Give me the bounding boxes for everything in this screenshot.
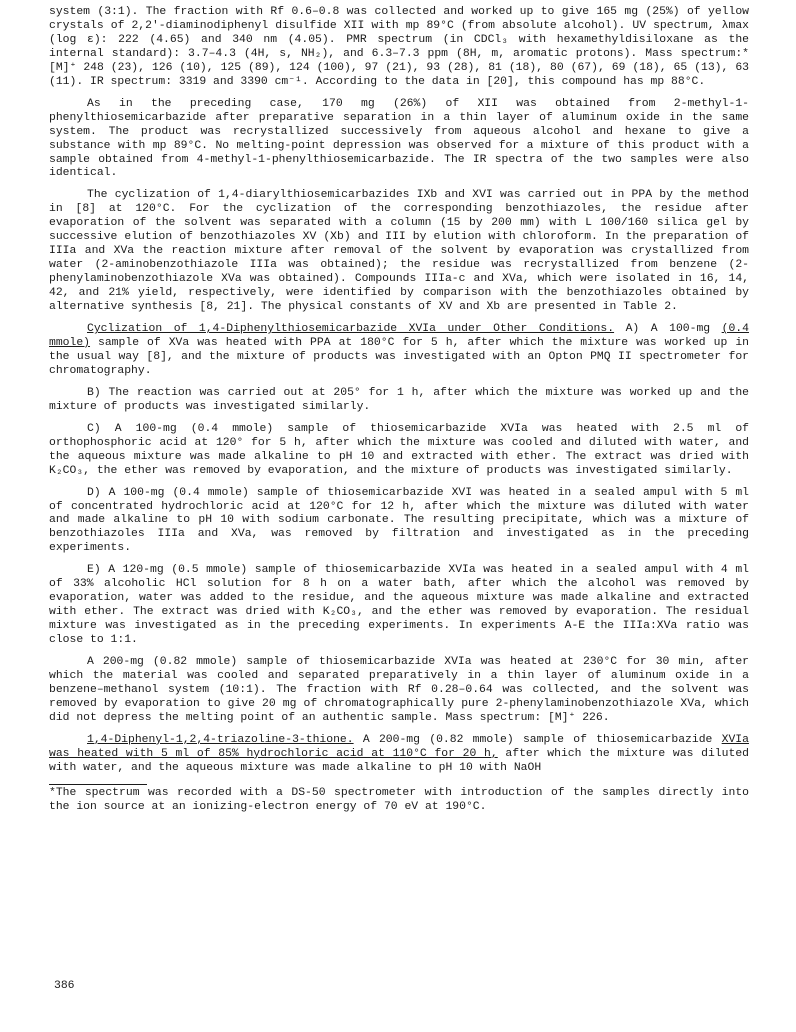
section-heading-triazoline: 1,4-Diphenyl-1,2,4-triazoline-3-thione.: [87, 733, 354, 746]
paragraph-experiment-a: [49, 323, 749, 379]
triazoline-struck-text: XVIa was heated with 5 ml of 85% hydrochloric acid at 110°C for 20 h,: [49, 733, 749, 760]
experiment-a-text: sample of XVa was heated with PPA at 180°C for 5 h, after which the mixture was worked up in the usual way [8], and the mixture of products was investigated with an Opton PMQ II spectrometer for chromatography.: [49, 336, 749, 377]
triazoline-text: after which the mixture was diluted with water, and the aqueous mixture was made alkaline to pH 10 with NaOH: [49, 747, 749, 774]
section-heading-cyclization: Cyclization of 1,4-Diphenylthiosemicarbazide XVIa under Other Conditions.: [87, 323, 615, 336]
paragraph-heating-230: A 200-mg (0.82 mmole) sample of thiosemicarbazide XVIa was heated at 230°C for 30 min, after which the material was cooled and separated preparatively in a thin layer of aluminum oxide in a benzene–methanol system (10:1). The fraction with Rf 0.28–0.64 was collected, and the solvent was removed by evaporation to give 20 mg of chromatographically pure 2-phenylaminobenzothiazole XVa, which did not depress the melting point of an authentic sample. Mass spectrum: [M]⁺ 226.: [49, 656, 749, 724]
triazoline-intro: A 200-mg (0.82 mmole) sample of thiosemicarbazide: [362, 733, 713, 746]
experiment-a-intro: A) A 100-mg: [625, 323, 711, 336]
paragraph-triazoline-thione: [49, 734, 749, 776]
paragraph-experiment-d: D) A 100-mg (0.4 mmole) sample of thiosemicarbazide XVI was heated in a sealed ampul with 5 ml of concentrated hydrochloric acid at 120°C for 12 h, after which the mixture was diluted with water and made alkaline to pH 10 with sodium carbonate. The resulting precipitate, which was a mixture of benzothiazoles IIIa and XVa, was removed by filtration and investigated as in the preceding experiments.: [49, 486, 749, 555]
paragraph-methyl-phenylthiosemicarbazide: As in the preceding case, 170 mg (26%) of XII was obtained from 2-methyl-1-phenylthiosemicarbazide after preparative separation in a thin layer of aluminum oxide in the same system. The product was recrystallized successively from aqueous alcohol and hexane to give a substance with mp 89°C. No melting-point depression was observed for a mixture of this product with a sample obtained from 4-methyl-1-phenylthiosemicarbazide. The IR spectra of the two samples were also identical.: [49, 97, 749, 180]
paragraph-disulfide-xii: system (3:1). The fraction with Rf 0.6–0.8 was collected and worked up to give 165 mg (25%) of yellow crystals of 2,2'-diaminodiphenyl disulfide XII with mp 89°C (from absolute alcohol). UV spectrum, λmax (log ε): 222 (4.65) and 340 nm (4.05). PMR spectrum (in CDCl₃ with hexamethyldisiloxane as the internal standard): 3.7–4.3 (4H, s, NH₂), and 6.3–7.3 ppm (8H, m, aromatic protons). Mass spectrum:* [M]⁺ 248 (23), 126 (10), 125 (89), 124 (100), 97 (21), 93 (28), 81 (18), 80 (67), 69 (18), 65 (13), 63 (11). IR spectrum: 3319 and 3390 cm⁻¹. According to the data in [20], this compound has mp 88°C.: [49, 6, 749, 88]
paragraph-experiment-e: E) A 120-mg (0.5 mmole) sample of thiosemicarbazide XVIa was heated in a sealed ampul with 4 ml of 33% alcoholic HCl solution for 8 h on a water bath, after which the alcohol was removed by evaporation, water was added to the residue, and the aqueous mixture was made alkaline and extracted with ether. The extract was dried with K₂CO₃, and the ether was removed by evaporation. The residual mixture was investigated as in the preceding experiments. In experiments A-E the IIIa:XVa ratio was close to 1:1.: [49, 564, 749, 647]
paragraph-experiment-c: C) A 100-mg (0.4 mmole) sample of thiosemicarbazide XVIa was heated with 2.5 ml of orthophosphoric acid at 120° for 5 h, after which the mixture was cooled and diluted with water, and the aqueous mixture was made alkaline to pH 10 and extracted with ether. The extract was dried with K₂CO₃, the ether was removed by evaporation, and the mixture of products was investigated similarly.: [49, 422, 749, 477]
footnote-divider: [49, 784, 147, 785]
paragraph-experiment-b: B) The reaction was carried out at 205° for 1 h, after which the mixture was worked up and the mixture of products was investigated similarly.: [49, 386, 749, 413]
footnote: *The spectrum was recorded with a DS-50 spectrometer with introduction of the samples directly into the ion source at an ionizing-electron energy of 70 eV at 190°C.: [49, 786, 749, 813]
page-number: 386: [54, 980, 75, 992]
paragraph-cyclization-ppa: The cyclization of 1,4-diarylthiosemicarbazides IXb and XVI was carried out in PPA by the method in [8] at 120°C. For the cyclization of the corresponding benzothiazoles, the residue after evaporation of the solvent was separated with a column (15 by 200 mm) with L 100/160 silica gel by successive elution of benzothiazoles XV (Xb) and III by elution with chloroform. In the preparation of IIIa and XVa the reaction mixture after removal of the solvent by evaporation was crystallized from water (2-aminobenzothiazole IIIa was obtained); the residue was recrystallized from benzene (2-phenylaminobenzothiazole XVa was obtained). Compounds IIIa-c and XVa, which were isolated in 16, 14, 42, and 21% yield, respectively, were identified by comparison with the benzothiazoles obtained by alternative synthesis [8, 21]. The physical constants of XV and Xb are presented in Table 2.: [49, 189, 749, 314]
experiment-a-mmole: (0.4 mmole): [49, 323, 749, 349]
page-body: [49, 6, 749, 815]
